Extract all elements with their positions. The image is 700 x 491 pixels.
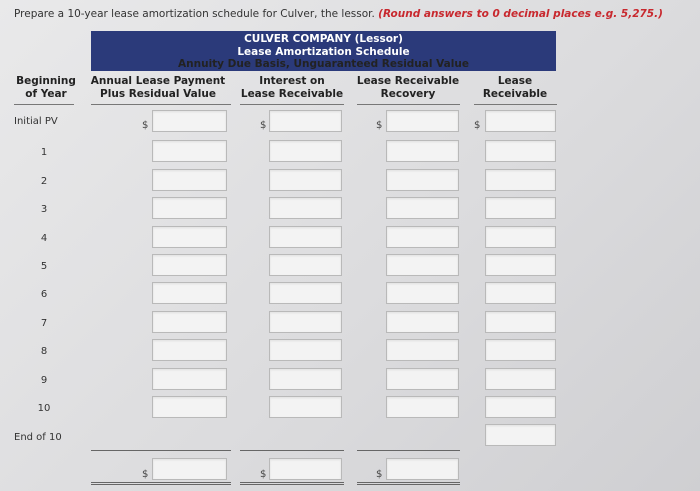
header-underline — [14, 104, 74, 105]
col-header-line: Lease Receivable — [356, 75, 460, 87]
col-header-line: Plus Residual Value — [100, 88, 216, 100]
schedule-title: Lease Amortization Schedule — [237, 46, 410, 58]
year-10-payment-input[interactable] — [152, 396, 227, 418]
col-header-line: Interest on — [259, 75, 325, 87]
total-interest-input[interactable] — [269, 458, 342, 480]
year-6-receivable-input[interactable] — [485, 282, 556, 304]
year-5-payment-input[interactable] — [152, 254, 227, 276]
year-7-recovery-input[interactable] — [386, 311, 459, 333]
col-header-interest — [237, 75, 347, 101]
row-label-end: End of 10 — [14, 432, 62, 443]
year-2-recovery-input[interactable] — [386, 169, 459, 191]
year-8-receivable-input[interactable] — [485, 339, 556, 361]
col-header-line: Annual Lease Payment — [90, 75, 226, 87]
year-8-recovery-input[interactable] — [386, 339, 459, 361]
row-label-year: 9 — [40, 375, 48, 386]
dollar-sign: $ — [142, 469, 149, 480]
row-label-year: 1 — [40, 147, 48, 158]
year-4-receivable-input[interactable] — [485, 226, 556, 248]
year-3-recovery-input[interactable] — [386, 197, 459, 219]
row-label-initial: Initial PV — [14, 116, 58, 127]
rounding-note: (Round answers to 0 decimal places e.g. 5,275.) — [378, 8, 663, 20]
header-underline — [240, 104, 344, 105]
row-label-year: 6 — [40, 289, 48, 300]
year-10-receivable-input[interactable] — [485, 396, 556, 418]
col-header-line: of Year — [25, 88, 67, 100]
year-2-payment-input[interactable] — [152, 169, 227, 191]
year-7-payment-input[interactable] — [152, 311, 227, 333]
year-7-receivable-input[interactable] — [485, 311, 556, 333]
row-label-year: 5 — [40, 261, 48, 272]
initial-interest-input[interactable] — [269, 110, 342, 132]
year-5-recovery-input[interactable] — [386, 254, 459, 276]
year-1-interest-input[interactable] — [269, 140, 342, 162]
year-2-receivable-input[interactable] — [485, 169, 556, 191]
year-5-interest-input[interactable] — [269, 254, 342, 276]
header-underline — [474, 104, 557, 105]
year-8-payment-input[interactable] — [152, 339, 227, 361]
year-6-interest-input[interactable] — [269, 282, 342, 304]
col-header-line: Lease Receivable — [240, 88, 344, 100]
col-header-beginning — [10, 75, 82, 101]
dollar-sign: $ — [376, 120, 383, 131]
total-double-underline — [357, 482, 460, 485]
row-label-year: 8 — [40, 346, 48, 357]
schedule-subtitle: Annuity Due Basis, Unguaranteed Residual Value — [178, 58, 469, 70]
year-8-interest-input[interactable] — [269, 339, 342, 361]
year-3-payment-input[interactable] — [152, 197, 227, 219]
col-header-recovery — [352, 75, 464, 101]
initial-payment-input[interactable] — [152, 110, 227, 132]
dollar-sign: $ — [142, 120, 149, 131]
row-label-year: 7 — [40, 318, 48, 329]
row-label-year: 10 — [37, 403, 51, 414]
initial-receivable-input[interactable] — [485, 110, 556, 132]
header-underline — [357, 104, 460, 105]
col-header-line: Recovery — [380, 88, 436, 100]
instruction-text: Prepare a 10-year lease amortization schedule for Culver, the lessor. — [14, 8, 379, 20]
company-name: CULVER COMPANY (Lessor) — [244, 33, 403, 45]
dollar-sign: $ — [260, 120, 267, 131]
dollar-sign: $ — [260, 469, 267, 480]
header-underline — [91, 104, 231, 105]
year-7-interest-input[interactable] — [269, 311, 342, 333]
col-header-line: Beginning — [16, 75, 76, 87]
col-header-payment — [83, 75, 233, 101]
col-header-receivable — [474, 75, 556, 101]
year-2-interest-input[interactable] — [269, 169, 342, 191]
year-9-receivable-input[interactable] — [485, 368, 556, 390]
year-1-recovery-input[interactable] — [386, 140, 459, 162]
total-payment-input[interactable] — [152, 458, 227, 480]
year-9-recovery-input[interactable] — [386, 368, 459, 390]
year-9-payment-input[interactable] — [152, 368, 227, 390]
col-header-line: Receivable — [482, 88, 548, 100]
year-6-payment-input[interactable] — [152, 282, 227, 304]
instruction — [14, 8, 663, 20]
year-10-recovery-input[interactable] — [386, 396, 459, 418]
total-underline — [240, 450, 344, 451]
end-receivable-input[interactable] — [485, 424, 556, 446]
total-double-underline — [91, 482, 231, 485]
row-label-year: 3 — [40, 204, 48, 215]
year-1-receivable-input[interactable] — [485, 140, 556, 162]
year-1-payment-input[interactable] — [152, 140, 227, 162]
year-10-interest-input[interactable] — [269, 396, 342, 418]
year-4-payment-input[interactable] — [152, 226, 227, 248]
total-double-underline — [240, 482, 344, 485]
row-label-year: 2 — [40, 176, 48, 187]
year-4-interest-input[interactable] — [269, 226, 342, 248]
year-4-recovery-input[interactable] — [386, 226, 459, 248]
dollar-sign: $ — [376, 469, 383, 480]
col-header-line: Lease — [497, 75, 533, 87]
year-5-receivable-input[interactable] — [485, 254, 556, 276]
total-recovery-input[interactable] — [386, 458, 459, 480]
initial-recovery-input[interactable] — [386, 110, 459, 132]
dollar-sign: $ — [474, 120, 481, 131]
year-6-recovery-input[interactable] — [386, 282, 459, 304]
year-3-interest-input[interactable] — [269, 197, 342, 219]
year-3-receivable-input[interactable] — [485, 197, 556, 219]
year-9-interest-input[interactable] — [269, 368, 342, 390]
total-underline — [357, 450, 460, 451]
total-underline — [91, 450, 231, 451]
row-label-year: 4 — [40, 233, 48, 244]
